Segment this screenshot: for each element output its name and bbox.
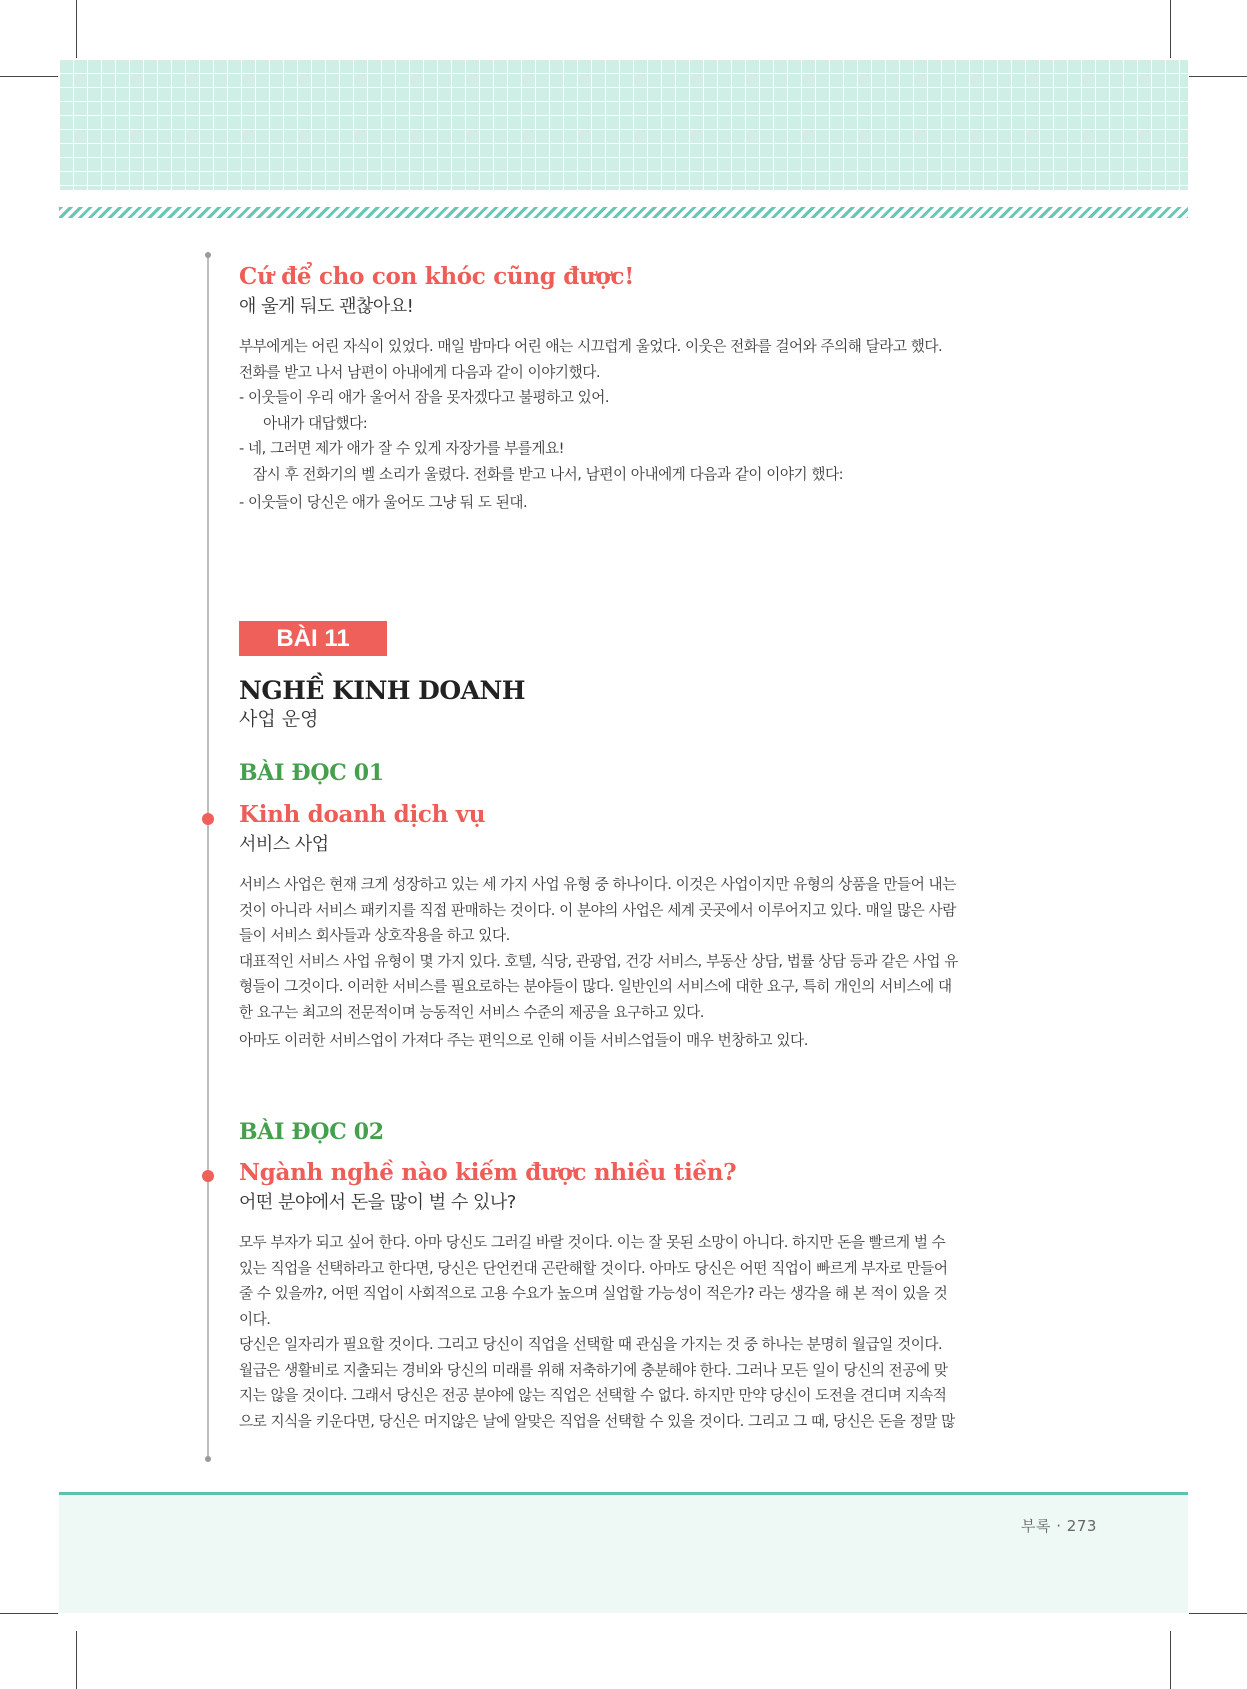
- reading-line: 줄 수 있을까?, 어떤 직업이 사회적으로 고용 수요가 높으며 실업할 가능성이 적은가? 라는 생각을 해 본 적이 있을 것: [239, 1285, 948, 1302]
- crop-mark: [76, 0, 77, 58]
- reading-line: 것이 아니라 서비스 패키지를 직접 판매하는 것이다. 이 분야의 사업은 세계 곳곳에서 이루어지고 있다. 매일 많은 사람: [239, 901, 956, 919]
- header-hatch-stripe: [59, 207, 1188, 218]
- story-line: 부부에게는 어린 자식이 있었다. 매일 밤마다 어린 애는 시끄럽게 울었다. 이웃은 전화를 걸어와 주의해 달라고 했다.: [239, 338, 943, 355]
- story-line: - 이웃들이 당신은 애가 울어도 그냥 둬 도 된대.: [239, 494, 528, 511]
- crop-mark: [0, 76, 58, 77]
- rail-end-dot: [205, 252, 211, 258]
- reading-subtitle: 어떤 분야에서 돈을 많이 벌 수 있나?: [239, 1192, 516, 1213]
- reading-section: [239, 1158, 1039, 1434]
- reading-label: BÀI ĐỌC 02: [239, 1119, 384, 1145]
- lesson-title: NGHỀ KINH DOANH: [239, 676, 526, 705]
- reading-title: Kinh doanh dịch vụ: [239, 801, 486, 828]
- story-line: 전화를 받고 나서 남편이 아내에게 다음과 같이 이야기했다.: [239, 363, 601, 381]
- rail-end-dot: [205, 1456, 211, 1462]
- reading-line: 서비스 사업은 현재 크게 성장하고 있는 세 가지 사업 유형 중 하나이다. 이것은 사업이지만 유형의 상품을 만들어 내는: [239, 876, 956, 893]
- reading-label: BÀI ĐỌC 01: [239, 760, 384, 786]
- crop-mark: [1170, 1631, 1171, 1689]
- story-subtitle: 애 울게 둬도 괜찮아요!: [239, 296, 414, 317]
- story-section: [239, 262, 1039, 516]
- reading-line: 아마도 이러한 서비스업이 가져다 주는 편익으로 인해 이들 서비스업들이 매우 번창하고 있다.: [239, 1032, 808, 1049]
- crop-mark: [1170, 0, 1171, 58]
- section-marker-dot: [202, 1170, 214, 1182]
- story-line: - 네, 그러면 제가 애가 잘 수 있게 자장가를 부를게요!: [239, 440, 565, 457]
- reading-line: 이다.: [239, 1310, 271, 1328]
- page-number: 부록 · 273: [1021, 1517, 1097, 1535]
- crop-mark: [1189, 76, 1247, 77]
- story-line: - 이웃들이 우리 애가 울어서 잠을 못자겠다고 불평하고 있어.: [239, 389, 610, 406]
- story-line: 잠시 후 전화기의 벨 소리가 울렸다. 전화를 받고 나서, 남편이 아내에게 다음과 같이 이야기 했다:: [253, 465, 844, 483]
- reading-line: 지는 않을 것이다. 그래서 당신은 전공 분야에 않는 직업은 선택할 수 없다. 하지만 만약 당신이 도전을 견디며 지속적: [239, 1387, 947, 1404]
- reading-line: 월급은 생활비로 지출되는 경비와 당신의 미래를 위해 저축하기에 충분해야 한다. 그러나 모든 일이 당신의 전공에 맞: [239, 1361, 948, 1379]
- reading-title: Ngành nghề nào kiếm được nhiều tiền?: [239, 1159, 737, 1186]
- header-grid-banner: [59, 59, 1188, 190]
- lesson-badge: BÀI 11: [239, 621, 387, 656]
- story-title: Cứ để cho con khóc cũng được!: [239, 263, 635, 290]
- crop-mark: [1189, 1613, 1247, 1614]
- crop-mark: [76, 1631, 77, 1689]
- reading-line: 대표적인 서비스 사업 유형이 몇 가지 있다. 호텔, 식당, 관광업, 건강 서비스, 부동산 상담, 법률 상담 등과 같은 사업 유: [239, 952, 958, 970]
- story-line: 아내가 대답했다:: [263, 414, 368, 432]
- reading-line: 으로 지식을 키운다면, 당신은 머지않은 날에 알맞은 직업을 선택할 수 있을 것이다. 그리고 그 때, 당신은 돈을 정말 많: [239, 1412, 955, 1430]
- reading-line: 당신은 일자리가 필요할 것이다. 그리고 당신이 직업을 선택할 때 관심을 가지는 것 중 하나는 분명히 월급일 것이다.: [239, 1336, 943, 1353]
- section-marker-dot: [202, 813, 214, 825]
- reading-section: [239, 800, 1039, 1054]
- vertical-rail: [207, 256, 209, 1459]
- footer-band: [59, 1495, 1188, 1613]
- reading-line: 모두 부자가 되고 싶어 한다. 아마 당신도 그러길 바랄 것이다. 이는 잘 못된 소망이 아니다. 하지만 돈을 빨르게 벌 수: [239, 1234, 946, 1251]
- reading-line: 있는 직업을 선택하라고 한다면, 당신은 단언컨대 곤란해할 것이다. 아마도 당신은 어떤 직업이 빠르게 부자로 만들어: [239, 1259, 948, 1277]
- crop-mark: [0, 1613, 58, 1614]
- reading-line: 들이 서비스 회사들과 상호작용을 하고 있다.: [239, 927, 510, 944]
- reading-line: 형들이 그것이다. 이러한 서비스를 필요로하는 분야들이 많다. 일반인의 서비스에 대한 요구, 특히 개인의 서비스에 대: [239, 978, 952, 995]
- reading-line: 한 요구는 최고의 전문적이며 능동적인 서비스 수준의 제공을 요구하고 있다.: [239, 1003, 704, 1021]
- lesson-subtitle: 사업 운영: [239, 708, 319, 730]
- reading-subtitle: 서비스 사업: [239, 834, 329, 855]
